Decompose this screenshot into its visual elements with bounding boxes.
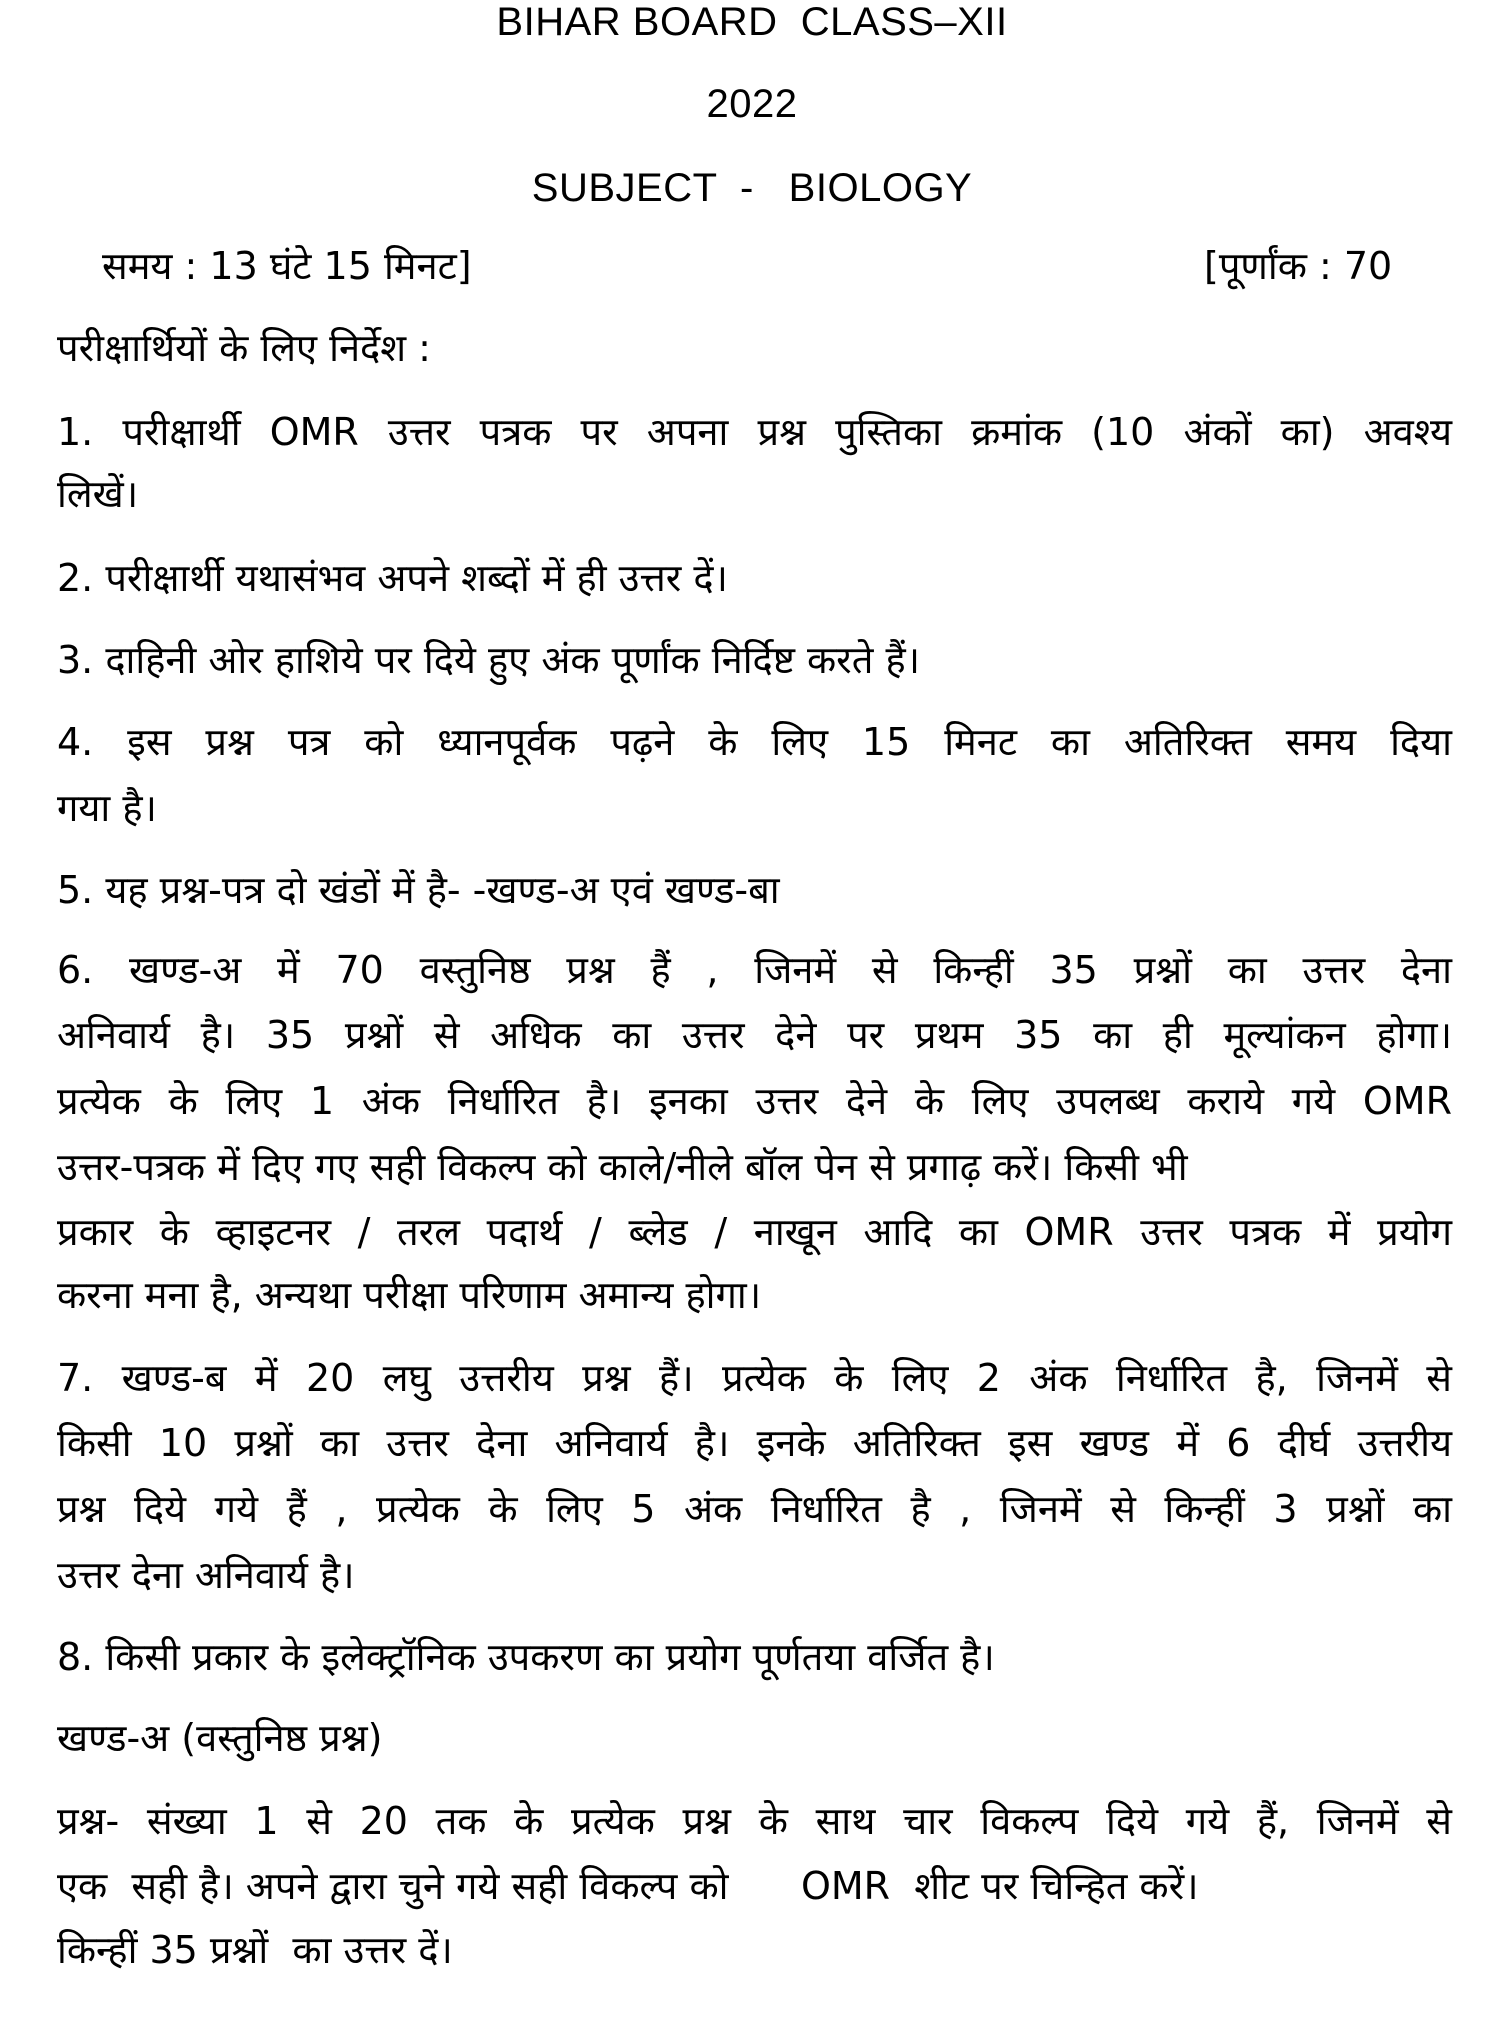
section-a-line: एक सही है। अपने द्वारा चुने गये सही विकल्प को OMR शीट पर चिन्हित करें। <box>57 1864 1199 1908</box>
section-a-line: प्रश्न- संख्या 1 से 20 तक के प्रत्येक प्रश्न के साथ चार विकल्प दिये गये हैं, जिनमें से <box>57 1799 1452 1843</box>
instruction-line: लिखें। <box>57 472 139 516</box>
exam-duration: समय : 13 घंटे 15 मिनट] <box>102 244 472 288</box>
instruction-line: 2. परीक्षार्थी यथासंभव अपने शब्दों में ही उत्तर दें। <box>57 556 728 600</box>
instruction-line: 3. दाहिनी ओर हाशिये पर दिये हुए अंक पूर्णांक निर्दिष्ट करते हैं। <box>57 638 921 682</box>
instruction-line: करना मना है, अन्यथा परीक्षा परिणाम अमान्य होगा। <box>57 1273 762 1317</box>
instruction-line: प्रश्न दिये गये हैं , प्रत्येक के लिए 5 अंक निर्धारित है , जिनमें से किन्हीं 3 प्रश्नों का <box>57 1487 1452 1531</box>
section-a-heading: खण्ड-अ (वस्तुनिष्ठ प्रश्न) <box>57 1716 383 1760</box>
instruction-line: 6. खण्ड-अ में 70 वस्तुनिष्ठ प्रश्न हैं , जिनमें से किन्हीं 35 प्रश्नों का उत्तर देना <box>57 948 1452 992</box>
instruction-line: प्रत्येक के लिए 1 अंक निर्धारित है। इनका उत्तर देने के लिए उपलब्ध कराये गये OMR <box>57 1079 1452 1123</box>
instruction-line: उत्तर-पत्रक में दिए गए सही विकल्प को काले/नीले बॉल पेन से प्रगाढ़ करें। किसी भी <box>57 1145 1188 1189</box>
instructions-heading: परीक्षार्थियों के लिए निर्देश : <box>57 326 431 370</box>
instruction-line: अनिवार्य है। 35 प्रश्नों से अधिक का उत्तर देने पर प्रथम 35 का ही मूल्यांकन होगा। <box>57 1013 1452 1057</box>
instruction-line: 7. खण्ड-ब में 20 लघु उत्तरीय प्रश्न हैं। प्रत्येक के लिए 2 अंक निर्धारित है, जिनमें से <box>57 1356 1452 1400</box>
instruction-line: 4. इस प्रश्न पत्र को ध्यानपूर्वक पढ़ने के लिए 15 मिनट का अतिरिक्त समय दिया <box>57 720 1452 764</box>
instruction-line: उत्तर देना अनिवार्य है। <box>57 1553 355 1597</box>
instruction-line: प्रकार के व्हाइटनर / तरल पदार्थ / ब्लेड / नाखून आदि का OMR उत्तर पत्रक में प्रयोग <box>57 1210 1452 1254</box>
section-a-line: किन्हीं 35 प्रश्नों का उत्तर दें। <box>57 1928 453 1972</box>
exam-year: 2022 <box>706 82 798 126</box>
instruction-line: 1. परीक्षार्थी OMR उत्तर पत्रक पर अपना प्रश्न पुस्तिका क्रमांक (10 अंकों का) अवश्य <box>57 410 1452 454</box>
board-title: BIHAR BOARD CLASS–XII <box>496 0 1008 44</box>
instruction-line: 8. किसी प्रकार के इलेक्ट्रॉनिक उपकरण का प्रयोग पूर्णतया वर्जित है। <box>57 1635 995 1679</box>
subject-title: SUBJECT - BIOLOGY <box>531 166 973 210</box>
full-marks: [पूर्णांक : 70 <box>1204 244 1393 288</box>
instruction-line: 5. यह प्रश्न-पत्र दो खंडों में है- -खण्ड-अ एवं खण्ड-बा <box>57 868 780 912</box>
instruction-line: गया है। <box>57 786 157 830</box>
instruction-line: किसी 10 प्रश्नों का उत्तर देना अनिवार्य है। इनके अतिरिक्त इस खण्ड में 6 दीर्घ उत्तरीय <box>57 1421 1452 1465</box>
